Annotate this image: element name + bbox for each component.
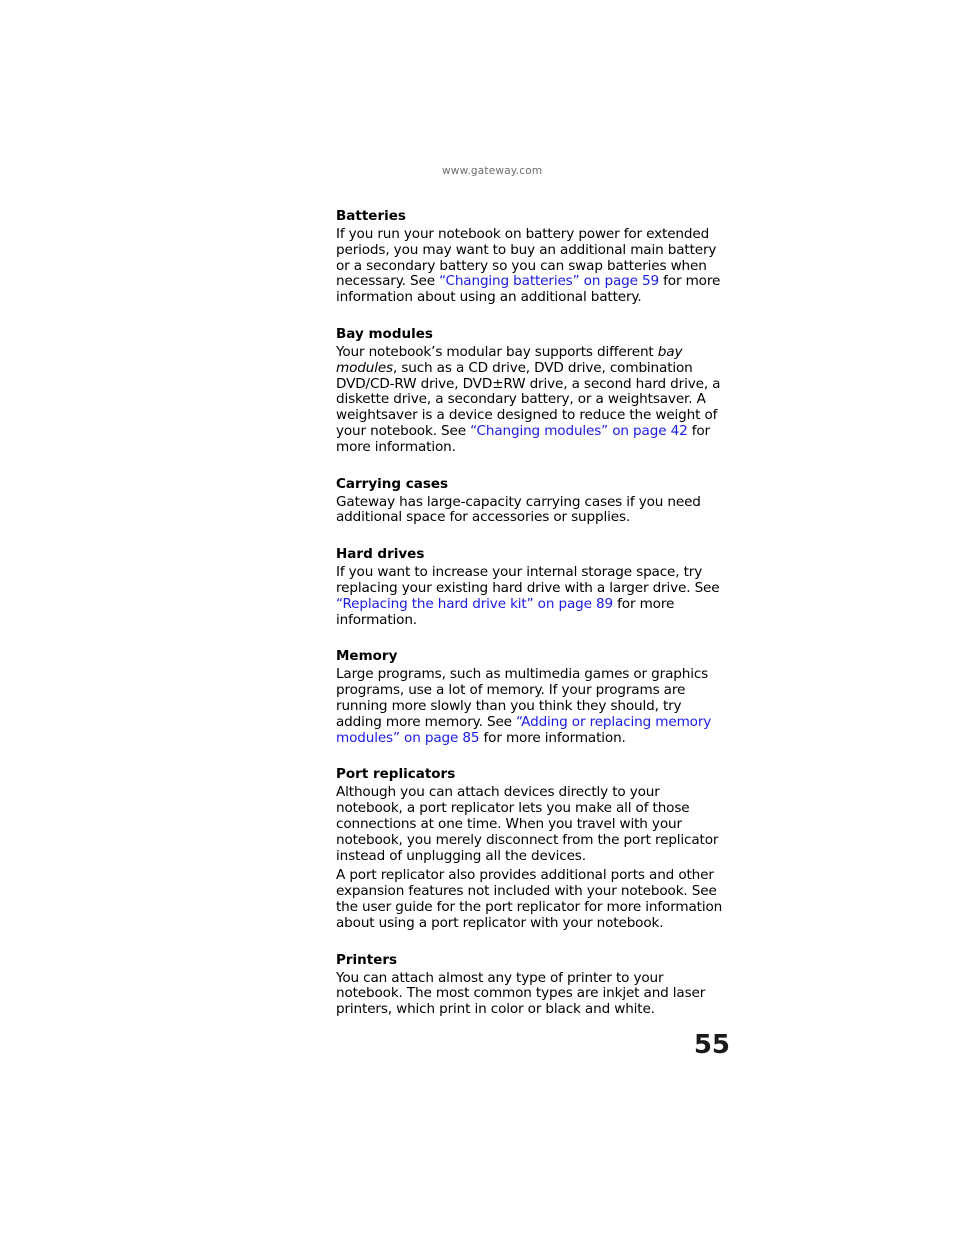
section-heading: Printers — [336, 951, 398, 968]
paragraph-text: for more information about using an additional battery. — [336, 273, 721, 306]
section-printers — [336, 951, 730, 1018]
paragraph-text: Your notebook’s modular bay supports different — [336, 343, 658, 360]
section-hard-drives — [336, 545, 730, 628]
section-paragraph: You can attach almost any type of printer to your notebook. The most common types are inkjet and laser printers, which print in color or black and white. — [336, 969, 706, 1018]
section-batteries — [336, 207, 730, 306]
paragraph-text: If you want to increase your internal storage space, try replacing your existing hard drive with a larger drive. See — [336, 564, 720, 596]
section-paragraph: Although you can attach devices directly to your notebook, a port replicator lets you make all of those connections at one time. When you travel with your notebook, you merely disconnect from the port replicator instead of unplugging all the devices. — [336, 784, 719, 864]
link-memory-modules[interactable]: “Adding or replacing memory modules” on page 85 — [336, 713, 712, 746]
section-paragraph — [336, 227, 730, 306]
paragraph-text: for more information. — [479, 729, 626, 746]
site-url: www.gateway.com — [442, 165, 543, 177]
section-paragraph — [336, 565, 730, 628]
section-paragraph — [336, 345, 730, 456]
section-port-replicators — [336, 765, 730, 931]
section-carrying-cases — [336, 475, 730, 527]
section-heading: Bay modules — [336, 325, 433, 342]
section-heading: Hard drives — [336, 546, 425, 563]
link-changing-modules[interactable]: “Changing modules” on page 42 — [470, 422, 688, 439]
section-paragraph — [336, 667, 730, 746]
page-number: 55 — [693, 1030, 730, 1060]
section-paragraph: A port replicator also provides additional ports and other expansion features not included with your notebook. See the user guide for the port replicator for more information about using a port replicator with your notebook. — [336, 867, 723, 931]
page-content — [336, 207, 730, 1018]
emphasis-text: bay modules — [336, 343, 683, 376]
section-heading: Memory — [336, 648, 398, 665]
paragraph-text: Large programs, such as multimedia games or graphics programs, use a lot of memory. If your programs are running more slowly than you think they should, try adding more memory. See — [336, 666, 709, 730]
section-memory — [336, 647, 730, 746]
link-changing-batteries[interactable]: “Changing batteries” on page 59 — [439, 273, 659, 290]
section-bay-modules — [336, 325, 730, 456]
link-replacing-hard-drive[interactable]: “Replacing the hard drive kit” on page 89 — [336, 595, 613, 612]
paragraph-text: If you run your notebook on battery power for extended periods, you may want to buy an additional main battery or a secondary battery so you can swap batteries when necessary. See — [336, 226, 717, 290]
paragraph-text: for more information. — [336, 422, 710, 455]
paragraph-text: , such as a CD drive, DVD drive, combination DVD/CD-RW drive, DVD±RW drive, a second hard drive, a diskette drive, a secondary battery, or a weightsaver. A weightsaver is a device designed to reduce the weight of your notebook. See — [336, 359, 721, 439]
section-heading: Port replicators — [336, 766, 456, 783]
paragraph-text: for more information. — [336, 595, 675, 628]
section-heading: Carrying cases — [336, 475, 449, 492]
section-heading: Batteries — [336, 208, 406, 224]
section-paragraph: Gateway has large-capacity carrying cases if you need additional space for accessories or supplies. — [336, 493, 701, 526]
